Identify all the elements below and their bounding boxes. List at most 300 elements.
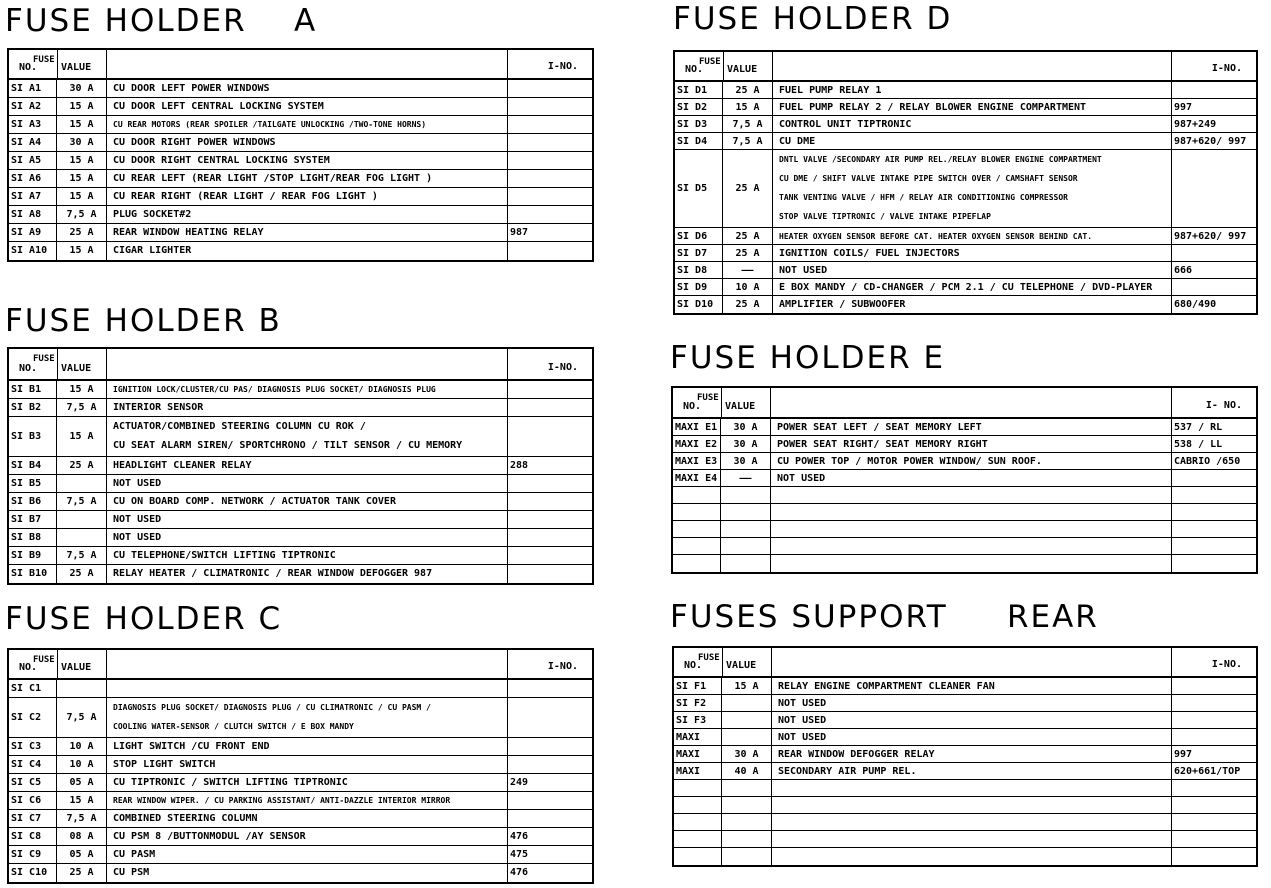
fuse-value bbox=[722, 831, 772, 847]
fuse-value bbox=[722, 848, 772, 865]
fuse-ino: 476 bbox=[510, 831, 529, 842]
header-no bbox=[9, 349, 57, 379]
fuse-number: SI A4 bbox=[9, 134, 57, 151]
fuse-number bbox=[674, 814, 722, 830]
fuse-description: NOT USED bbox=[107, 475, 508, 492]
header-ino bbox=[508, 349, 592, 379]
fuse-description bbox=[771, 538, 1172, 554]
fuse-value: 7,5 A bbox=[57, 493, 107, 510]
header-description bbox=[107, 349, 508, 379]
fuse-value: 15 A bbox=[57, 98, 107, 115]
fuse-number: MAXI bbox=[674, 763, 722, 779]
fuse-ino: 288 bbox=[510, 460, 529, 471]
fuse-description: CU ON BOARD COMP. NETWORK / ACTUATOR TANK COVER bbox=[107, 493, 508, 510]
table-row bbox=[673, 453, 1256, 470]
table-row bbox=[674, 797, 1256, 814]
fuse-ino: 997 bbox=[1174, 102, 1193, 113]
table-header bbox=[675, 52, 1256, 82]
fuse-number: SI A5 bbox=[9, 152, 57, 169]
fuse-number bbox=[674, 831, 722, 847]
table-header bbox=[9, 650, 592, 680]
table-row bbox=[675, 279, 1256, 296]
title-fuse-holder-d: FUSE HOLDER D bbox=[673, 1, 953, 37]
fuse-ino bbox=[508, 206, 592, 223]
fuse-number: SI C8 bbox=[9, 828, 57, 845]
header-description bbox=[107, 50, 508, 78]
header-description bbox=[773, 52, 1172, 80]
fuse-description bbox=[771, 504, 1172, 520]
fuse-number: SI A9 bbox=[9, 224, 57, 241]
fuse-description bbox=[772, 848, 1172, 865]
table-row bbox=[673, 470, 1256, 487]
fuse-number: MAXI bbox=[674, 729, 722, 745]
fuse-value: 10 A bbox=[723, 279, 773, 295]
table-row bbox=[9, 810, 592, 828]
fuse-description: NOT USED bbox=[772, 695, 1172, 711]
fuse-number: SI B8 bbox=[9, 529, 57, 546]
fuse-number: MAXI E1 bbox=[673, 419, 721, 435]
fuse-value: 7,5 A bbox=[723, 133, 773, 149]
fuse-value: 15 A bbox=[57, 152, 107, 169]
table-row bbox=[9, 170, 592, 188]
header-value bbox=[722, 648, 772, 676]
fuse-description: CU PSM 8 /BUTTONMODUL /AY SENSOR bbox=[107, 828, 508, 845]
table-row bbox=[9, 475, 592, 493]
fuse-number: SI B7 bbox=[9, 511, 57, 528]
fuse-description: CU PSM bbox=[107, 864, 508, 882]
fuse-value bbox=[722, 712, 772, 728]
table-row bbox=[673, 436, 1256, 453]
table-header bbox=[674, 648, 1256, 678]
table-row bbox=[675, 228, 1256, 245]
header-no-label: NO. bbox=[19, 363, 38, 374]
fuse-value: 40 A bbox=[722, 763, 772, 779]
table-row bbox=[9, 80, 592, 98]
fuse-description: CIGAR LIGHTER bbox=[107, 242, 508, 260]
fuse-description bbox=[107, 698, 508, 737]
fuse-number: SI B10 bbox=[9, 565, 57, 583]
header-value-label: VALUE bbox=[61, 62, 92, 73]
fuse-value: 05 A bbox=[57, 846, 107, 863]
header-ino bbox=[508, 50, 592, 78]
fuse-number: SI B2 bbox=[9, 399, 57, 416]
fuse-value bbox=[722, 814, 772, 830]
fuse-value: 7,5 A bbox=[57, 547, 107, 564]
fuse-number: SI C10 bbox=[9, 864, 57, 882]
table-row bbox=[675, 116, 1256, 133]
fuse-ino bbox=[1172, 487, 1256, 503]
fuse-number: SI A8 bbox=[9, 206, 57, 223]
table-row bbox=[9, 547, 592, 565]
table-row bbox=[675, 296, 1256, 313]
fuse-value: 25 A bbox=[57, 864, 107, 882]
fuse-ino bbox=[508, 381, 592, 398]
header-no bbox=[674, 648, 722, 676]
header-no bbox=[675, 52, 723, 80]
table-row bbox=[673, 555, 1256, 572]
fuse-number bbox=[673, 555, 721, 572]
title-fuse-holder-e: FUSE HOLDER E bbox=[670, 340, 946, 376]
fuse-ino bbox=[508, 417, 592, 456]
fuse-description: CU REAR MOTORS (REAR SPOILER /TAILGATE UNLOCKING /TWO-TONE HORNS) bbox=[107, 116, 508, 133]
fuse-description: COMBINED STEERING COLUMN bbox=[107, 810, 508, 827]
table-row bbox=[674, 729, 1256, 746]
header-description bbox=[107, 650, 508, 678]
header-ino-label: I-NO. bbox=[547, 61, 578, 72]
title-fuse-holder-c: FUSE HOLDER C bbox=[5, 601, 283, 637]
fuse-description bbox=[773, 150, 1172, 227]
fuse-number: SI D7 bbox=[675, 245, 723, 261]
fuse-number: SI D4 bbox=[675, 133, 723, 149]
header-ino bbox=[1172, 52, 1256, 80]
fuse-description: REAR WINDOW WIPER. / CU PARKING ASSISTANT/ ANTI-DAZZLE INTERIOR MIRROR bbox=[107, 792, 508, 809]
fuse-description bbox=[772, 831, 1172, 847]
header-ino-label: I-NO. bbox=[547, 362, 578, 373]
table-row bbox=[673, 419, 1256, 436]
fuse-description: NOT USED bbox=[107, 511, 508, 528]
fuse-description bbox=[772, 797, 1172, 813]
fuse-description-line: COOLING WATER-SENSOR / CLUTCH SWITCH / E BOX MANDY bbox=[113, 722, 354, 731]
fuse-ino bbox=[508, 680, 592, 697]
table-row bbox=[9, 206, 592, 224]
fuse-number: MAXI E2 bbox=[673, 436, 721, 452]
fuse-number: SI D8 bbox=[675, 262, 723, 278]
fuse-ino bbox=[1172, 245, 1256, 261]
fuse-description-line: ACTUATOR/COMBINED STEERING COLUMN CU ROK / bbox=[113, 421, 366, 432]
table-header bbox=[673, 388, 1256, 419]
table-row bbox=[9, 188, 592, 206]
fuse-value: 7,5 A bbox=[57, 698, 107, 737]
fuse-value bbox=[57, 511, 107, 528]
fuse-value bbox=[57, 475, 107, 492]
fuse-description: HEATER OXYGEN SENSOR BEFORE CAT. HEATER OXYGEN SENSOR BEHIND CAT. bbox=[773, 228, 1172, 244]
fuse-number: SI B6 bbox=[9, 493, 57, 510]
fuse-description-line: DIAGNOSIS PLUG SOCKET/ DIAGNOSIS PLUG / CU CLIMATRONIC / CU PASM / bbox=[113, 703, 431, 712]
header-ino bbox=[1172, 388, 1256, 417]
fuse-ino bbox=[1172, 82, 1256, 98]
fuse-description: CU DOOR RIGHT CENTRAL LOCKING SYSTEM bbox=[107, 152, 508, 169]
fuse-number: MAXI E4 bbox=[673, 470, 721, 486]
fuse-value: 25 A bbox=[57, 224, 107, 241]
fuse-description bbox=[107, 680, 508, 697]
fuse-description-line: CU SEAT ALARM SIREN/ SPORTCHRONO / TILT SENSOR / CU MEMORY bbox=[113, 440, 463, 451]
fuse-value: 7,5 A bbox=[57, 399, 107, 416]
fuse-ino bbox=[508, 475, 592, 492]
fuse-value: 7,5 A bbox=[57, 206, 107, 223]
header-fuse-label: FUSE bbox=[699, 57, 721, 67]
fuse-number: SI C7 bbox=[9, 810, 57, 827]
fuse-description: INTERIOR SENSOR bbox=[107, 399, 508, 416]
fuse-number: SI D1 bbox=[675, 82, 723, 98]
fuse-ino bbox=[1172, 712, 1256, 728]
fuse-ino bbox=[508, 565, 592, 583]
fuse-value bbox=[721, 521, 771, 537]
fuse-value: 15 A bbox=[57, 242, 107, 260]
header-ino bbox=[508, 650, 592, 678]
fuse-number bbox=[673, 504, 721, 520]
fuse-value: 05 A bbox=[57, 774, 107, 791]
fuse-number: SI B1 bbox=[9, 381, 57, 398]
fuse-ino bbox=[1172, 521, 1256, 537]
fuse-description: STOP LIGHT SWITCH bbox=[107, 756, 508, 773]
fuse-number: MAXI E3 bbox=[673, 453, 721, 469]
header-value bbox=[57, 650, 107, 678]
fuse-number: MAXI bbox=[674, 746, 722, 762]
table-row bbox=[9, 381, 592, 399]
table-fuse-holder-d bbox=[673, 50, 1258, 315]
fuse-description: RELAY HEATER / CLIMATRONIC / REAR WINDOW DEFOGGER 987 bbox=[107, 565, 508, 583]
fuse-description: PLUG SOCKET#2 bbox=[107, 206, 508, 223]
fuse-ino bbox=[1172, 848, 1256, 865]
fuse-ino bbox=[508, 116, 592, 133]
table-row bbox=[9, 417, 592, 457]
fuse-number bbox=[674, 780, 722, 796]
fuse-ino bbox=[1172, 695, 1256, 711]
fuse-value: 15 A bbox=[57, 116, 107, 133]
fuse-value: —— bbox=[723, 262, 773, 278]
fuse-number bbox=[674, 797, 722, 813]
fuse-description: NOT USED bbox=[772, 712, 1172, 728]
fuse-ino bbox=[1172, 504, 1256, 520]
fuse-ino bbox=[1172, 538, 1256, 554]
fuse-value: 10 A bbox=[57, 738, 107, 755]
fuse-number: SI C4 bbox=[9, 756, 57, 773]
fuse-ino: 537 / RL bbox=[1174, 422, 1223, 433]
fuse-value bbox=[722, 695, 772, 711]
fuse-description: POWER SEAT LEFT / SEAT MEMORY LEFT bbox=[771, 419, 1172, 435]
fuse-description: HEADLIGHT CLEANER RELAY bbox=[107, 457, 508, 474]
fuse-number: SI C3 bbox=[9, 738, 57, 755]
table-row bbox=[673, 504, 1256, 521]
fuse-ino bbox=[1172, 678, 1256, 694]
header-no bbox=[9, 50, 57, 78]
table-row bbox=[673, 487, 1256, 504]
fuse-ino: 538 / LL bbox=[1174, 439, 1223, 450]
table-row bbox=[675, 150, 1256, 228]
fuse-value: 08 A bbox=[57, 828, 107, 845]
fuse-number: SI F1 bbox=[674, 678, 722, 694]
fuse-description: POWER SEAT RIGHT/ SEAT MEMORY RIGHT bbox=[771, 436, 1172, 452]
fuse-description: CONTROL UNIT TIPTRONIC bbox=[773, 116, 1172, 132]
fuse-description-line: TANK VENTING VALVE / HFM / RELAY AIR CONDITIONING COMPRESSOR bbox=[779, 193, 1068, 202]
fuse-description: IGNITION LOCK/CLUSTER/CU PAS/ DIAGNOSIS PLUG SOCKET/ DIAGNOSIS PLUG bbox=[107, 381, 508, 398]
fuse-number: SI B3 bbox=[9, 417, 57, 456]
table-row bbox=[9, 792, 592, 810]
fuse-value: 25 A bbox=[723, 296, 773, 313]
title-fuse-holder-a: FUSE HOLDER A bbox=[5, 3, 318, 39]
fuse-description: CU DOOR LEFT POWER WINDOWS bbox=[107, 80, 508, 97]
fuse-description: FUEL PUMP RELAY 2 / RELAY BLOWER ENGINE COMPARTMENT bbox=[773, 99, 1172, 115]
fuse-value: —— bbox=[721, 470, 771, 486]
fuse-description: CU DME bbox=[773, 133, 1172, 149]
fuse-ino: 987 bbox=[510, 227, 529, 238]
fuse-number: SI D3 bbox=[675, 116, 723, 132]
fuse-description: LIGHT SWITCH /CU FRONT END bbox=[107, 738, 508, 755]
header-ino-label: I-NO. bbox=[1211, 63, 1242, 74]
table-row bbox=[9, 698, 592, 738]
table-row bbox=[9, 828, 592, 846]
table-row bbox=[674, 763, 1256, 780]
fuse-ino bbox=[1172, 797, 1256, 813]
fuse-ino: 249 bbox=[510, 777, 529, 788]
fuse-ino bbox=[508, 170, 592, 187]
fuse-ino bbox=[508, 493, 592, 510]
fuse-ino bbox=[1172, 150, 1256, 227]
table-row bbox=[675, 133, 1256, 150]
fuse-number: SI B4 bbox=[9, 457, 57, 474]
header-ino-label: I-NO. bbox=[1211, 659, 1242, 670]
header-fuse-label: FUSE bbox=[698, 653, 720, 663]
table-row bbox=[673, 538, 1256, 555]
fuse-number: SI F2 bbox=[674, 695, 722, 711]
header-description bbox=[771, 388, 1172, 417]
fuse-value: 25 A bbox=[723, 82, 773, 98]
fuse-ino bbox=[1172, 555, 1256, 572]
fuse-number: SI A1 bbox=[9, 80, 57, 97]
fuse-value: 25 A bbox=[723, 228, 773, 244]
fuse-value: 7,5 A bbox=[723, 116, 773, 132]
fuse-description bbox=[771, 521, 1172, 537]
fuse-value: 25 A bbox=[723, 245, 773, 261]
header-fuse-label: FUSE bbox=[33, 655, 55, 665]
fuse-description: CU REAR LEFT (REAR LIGHT /STOP LIGHT/REAR FOG LIGHT ) bbox=[107, 170, 508, 187]
table-fuse-holder-e bbox=[671, 386, 1258, 574]
fuse-number: SI D5 bbox=[675, 150, 723, 227]
fuse-value: 30 A bbox=[57, 134, 107, 151]
fuse-ino bbox=[508, 98, 592, 115]
fuse-description: NOT USED bbox=[772, 729, 1172, 745]
fuse-number: SI B5 bbox=[9, 475, 57, 492]
fuse-description: NOT USED bbox=[771, 470, 1172, 486]
fuse-description bbox=[771, 555, 1172, 572]
header-value-label: VALUE bbox=[61, 363, 92, 374]
fuse-value bbox=[721, 538, 771, 554]
header-no-label: NO. bbox=[19, 62, 38, 73]
table-row bbox=[674, 712, 1256, 729]
fuse-description: RELAY ENGINE COMPARTMENT CLEANER FAN bbox=[772, 678, 1172, 694]
table-fuse-holder-a bbox=[7, 48, 594, 262]
fuse-value: 15 A bbox=[57, 170, 107, 187]
header-ino-label: I- NO. bbox=[1205, 400, 1242, 411]
fuse-number: SI A7 bbox=[9, 188, 57, 205]
fuse-ino bbox=[1172, 470, 1256, 486]
fuse-description bbox=[772, 814, 1172, 830]
fuse-number bbox=[673, 521, 721, 537]
fuse-number bbox=[674, 848, 722, 865]
title-fuse-holder-b: FUSE HOLDER B bbox=[5, 303, 282, 339]
table-row bbox=[674, 780, 1256, 797]
fuse-number: SI D9 bbox=[675, 279, 723, 295]
fuse-value bbox=[721, 555, 771, 572]
table-row bbox=[674, 814, 1256, 831]
table-row bbox=[674, 831, 1256, 848]
fuse-value: 30 A bbox=[721, 436, 771, 452]
fuse-ino bbox=[508, 547, 592, 564]
fuse-value: 15 A bbox=[57, 381, 107, 398]
fuse-ino bbox=[508, 738, 592, 755]
fuse-value: 15 A bbox=[722, 678, 772, 694]
header-fuse-label: FUSE bbox=[33, 354, 55, 364]
table-fuse-holder-b bbox=[7, 347, 594, 585]
fuse-description: IGNITION COILS/ FUEL INJECTORS bbox=[773, 245, 1172, 261]
header-no-label: NO. bbox=[683, 401, 702, 412]
header-no bbox=[673, 388, 721, 417]
fuse-number: SI C1 bbox=[9, 680, 57, 697]
table-row bbox=[9, 399, 592, 417]
table-row bbox=[9, 738, 592, 756]
title-fuses-support-rear: FUSES SUPPORT REAR bbox=[670, 599, 1099, 635]
fuse-description: REAR WINDOW DEFOGGER RELAY bbox=[772, 746, 1172, 762]
table-row bbox=[9, 529, 592, 547]
table-row bbox=[674, 746, 1256, 763]
fuse-value bbox=[722, 797, 772, 813]
header-value-label: VALUE bbox=[727, 64, 758, 75]
fuse-value: 30 A bbox=[57, 80, 107, 97]
header-ino-label: I-NO. bbox=[547, 661, 578, 672]
fuse-value bbox=[57, 529, 107, 546]
fuse-ino bbox=[508, 80, 592, 97]
fuse-ino bbox=[508, 529, 592, 546]
table-row bbox=[9, 774, 592, 792]
fuse-value: 25 A bbox=[723, 150, 773, 227]
table-row bbox=[9, 511, 592, 529]
header-value bbox=[721, 388, 771, 417]
header-value bbox=[723, 52, 773, 80]
fuse-number: SI A6 bbox=[9, 170, 57, 187]
table-row bbox=[9, 457, 592, 475]
fuse-description: CU DOOR LEFT CENTRAL LOCKING SYSTEM bbox=[107, 98, 508, 115]
fuse-ino: 987+620/ 997 bbox=[1174, 231, 1247, 242]
fuse-number bbox=[673, 538, 721, 554]
fuse-description: AMPLIFIER / SUBWOOFER bbox=[773, 296, 1172, 313]
header-value-label: VALUE bbox=[726, 660, 757, 671]
fuse-ino bbox=[1172, 729, 1256, 745]
table-row bbox=[9, 98, 592, 116]
table-row bbox=[674, 848, 1256, 865]
fuse-ino bbox=[508, 399, 592, 416]
fuse-description-line: CU DME / SHIFT VALVE INTAKE PIPE SWITCH OVER / CAMSHAFT SENSOR bbox=[779, 174, 1078, 183]
fuse-number bbox=[673, 487, 721, 503]
fuse-value: 7,5 A bbox=[57, 810, 107, 827]
table-row bbox=[675, 99, 1256, 116]
fuse-value bbox=[57, 680, 107, 697]
table-header bbox=[9, 50, 592, 80]
fuse-description: CU PASM bbox=[107, 846, 508, 863]
table-row bbox=[675, 245, 1256, 262]
table-row bbox=[674, 678, 1256, 695]
fuse-description bbox=[107, 417, 508, 456]
fuse-number: SI C9 bbox=[9, 846, 57, 863]
table-row bbox=[9, 116, 592, 134]
fuse-value: 25 A bbox=[57, 565, 107, 583]
fuse-value bbox=[721, 504, 771, 520]
fuse-ino: 987+620/ 997 bbox=[1174, 136, 1247, 147]
fuse-ino bbox=[508, 152, 592, 169]
header-value bbox=[57, 349, 107, 379]
fuse-number: SI D6 bbox=[675, 228, 723, 244]
fuse-description: SECONDARY AIR PUMP REL. bbox=[772, 763, 1172, 779]
table-row bbox=[674, 695, 1256, 712]
fuse-description: CU TIPTRONIC / SWITCH LIFTING TIPTRONIC bbox=[107, 774, 508, 791]
table-row bbox=[9, 152, 592, 170]
header-no bbox=[9, 650, 57, 678]
fuse-description: FUEL PUMP RELAY 1 bbox=[773, 82, 1172, 98]
fuse-ino bbox=[1172, 831, 1256, 847]
fuse-ino bbox=[1172, 279, 1256, 295]
header-ino bbox=[1172, 648, 1256, 676]
fuse-description: NOT USED bbox=[107, 529, 508, 546]
fuse-value: 30 A bbox=[721, 453, 771, 469]
